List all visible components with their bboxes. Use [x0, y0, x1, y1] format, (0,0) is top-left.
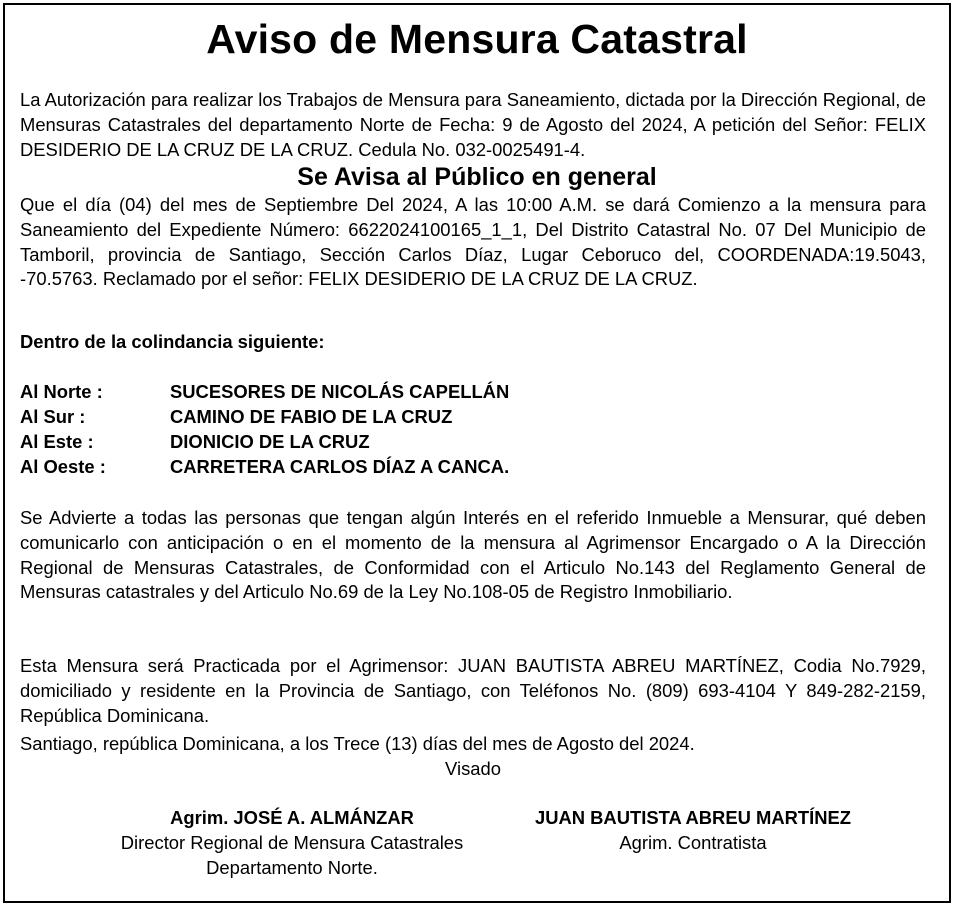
signature-left-department: Departamento Norte. [206, 857, 378, 878]
signature-left-name: Agrim. JOSÉ A. ALMÁNZAR [170, 807, 414, 828]
notice-paragraph: Que el día (04) del mes de Septiembre Del 2024, A las 10:00 A.M. se dará Comienzo a la mensura para Saneamiento del Expediente Número: 6622024100165_1_1, Del Distrito Catastral No. 07 Del Municipio de Tamboril, provincia de Santiago, Sección Carlos Díaz, Lugar Ceboruco del, COORDENADA:19.5043, -70.5763. Reclamado por el señor: FELIX DESIDERIO DE LA CRUZ DE LA CRUZ. [20, 194, 926, 290]
notice-title: Aviso de Mensura Catastral [206, 16, 748, 62]
boundary-value: DIONICIO DE LA CRUZ [170, 431, 370, 452]
boundaries-heading: Dentro de la colindancia siguiente: [20, 331, 325, 352]
boundary-label: Al Sur : [20, 406, 86, 427]
boundary-label: Al Norte : [20, 381, 103, 402]
place-date: Santiago, república Dominicana, a los Trece (13) días del mes de Agosto del 2024. [20, 733, 695, 754]
warning-paragraph: Se Advierte a todas las personas que tengan algún Interés en el referido Inmueble a Mensurar, qué deben comunicarlo con anticipación o en el momento de la mensura al Agrimensor Encargado o A la Dirección Regional de Mensuras Catastrales, de Conformidad con el Articulo No.143 del Reglamento General de Mensuras catastrales y del Articulo No.69 de la Ley No.108-05 de Registro Inmobiliario. [20, 507, 926, 603]
boundary-label: Al Este : [20, 431, 94, 452]
surveyor-paragraph: Esta Mensura será Practicada por el Agrimensor: JUAN BAUTISTA ABREU MARTÍNEZ, Codia No.7929, domiciliado y residente en la Provincia de Santiago, con Teléfonos No. (809) 693-4104 Y 849-282-2159, República Dominicana. [20, 655, 926, 726]
signature-right-name: JUAN BAUTISTA ABREU MARTÍNEZ [534, 807, 852, 828]
boundary-value: CARRETERA CARLOS DÍAZ A CANCA. [170, 456, 510, 477]
boundary-label: Al Oeste : [20, 456, 106, 477]
signature-left-title: Director Regional de Mensura Catastrales [120, 832, 464, 853]
visado-label: Visado [445, 758, 501, 779]
signature-right-title: Agrim. Contratista [619, 832, 767, 853]
boundary-value: SUCESORES DE NICOLÁS CAPELLÁN [170, 381, 510, 402]
intro-paragraph: La Autorización para realizar los Trabajos de Mensura para Saneamiento, dictada por la Dirección Regional, de Mensuras Catastrales del departamento Norte de Fecha: 9 de Agosto del 2024, A petición del Señor: FELIX DESIDERIO DE LA CRUZ DE LA CRUZ. Cedula No. 032-0025491-4. [20, 89, 926, 160]
boundary-value: CAMINO DE FABIO DE LA CRUZ [170, 406, 453, 427]
public-notice-heading: Se Avisa al Público en general [297, 163, 657, 191]
